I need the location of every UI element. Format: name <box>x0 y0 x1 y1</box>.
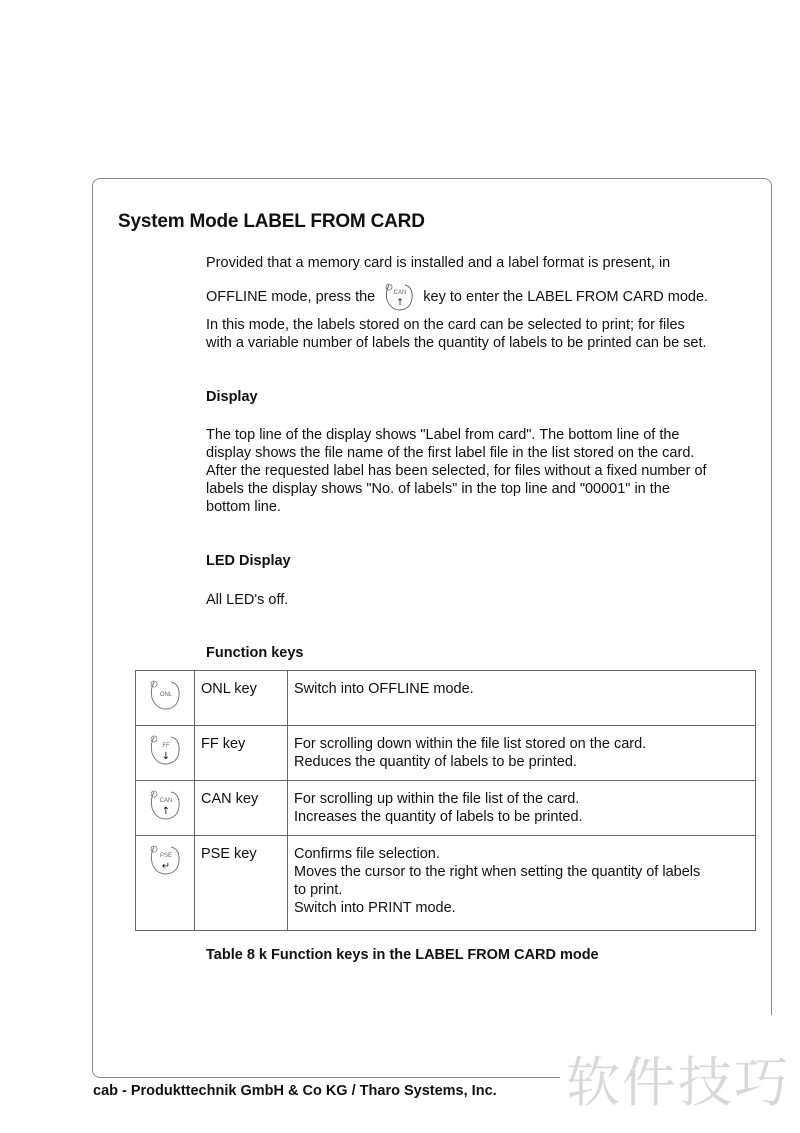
display-line: display shows the file name of the first label file in the list stored on the card. <box>206 445 695 461</box>
description-line: Increases the quantity of labels to be printed. <box>294 809 583 825</box>
description-line: Switch into PRINT mode. <box>294 900 456 916</box>
intro-line-4: with a variable number of labels the quantity of labels to be printed can be set. <box>206 335 707 351</box>
key-icon-cell <box>136 781 195 836</box>
function-keys-table <box>135 670 756 931</box>
key-name: CAN key <box>195 781 288 836</box>
table-row <box>136 671 756 726</box>
onl-key-icon <box>148 679 182 711</box>
intro-line-1: Provided that a memory card is installed and a label format is present, in <box>206 255 671 271</box>
page-title: System Mode LABEL FROM CARD <box>118 211 425 232</box>
key-description <box>288 836 756 931</box>
description-line: Confirms file selection. <box>294 846 440 862</box>
key-icon-cell <box>136 671 195 726</box>
display-line: bottom line. <box>206 499 281 515</box>
key-description <box>288 671 756 726</box>
key-icon-cell <box>136 836 195 931</box>
ff-key-icon <box>148 734 182 766</box>
svg-text:CAN: CAN <box>159 798 173 804</box>
watermark: 软件技巧 <box>566 1051 790 1114</box>
led-heading: LED Display <box>206 553 291 569</box>
svg-text:↑: ↑ <box>396 298 405 308</box>
key-name: PSE key <box>195 836 288 931</box>
table-caption: Table 8 k Function keys in the LABEL FROM CARD mode <box>206 947 599 963</box>
svg-text:↵: ↵ <box>161 861 171 872</box>
svg-text:CAN: CAN <box>393 290 407 296</box>
function-keys-heading: Function keys <box>206 645 304 661</box>
description-line: Reduces the quantity of labels to be printed. <box>294 754 577 770</box>
description-line: Moves the cursor to the right when setting the quantity of labels <box>294 864 701 880</box>
page-frame <box>92 178 772 1078</box>
description-line: Switch into OFFLINE mode. <box>294 681 474 697</box>
svg-text:ONL: ONL <box>159 692 173 698</box>
svg-text:↓: ↓ <box>161 751 171 762</box>
table-row <box>136 726 756 781</box>
intro-line-2 <box>206 282 708 312</box>
display-heading: Display <box>206 389 258 405</box>
svg-text:FF: FF <box>162 743 170 749</box>
key-icon-cell <box>136 726 195 781</box>
footer: cab - Produkttechnik GmbH & Co KG / Tharo Systems, Inc. <box>93 1083 497 1099</box>
display-line: After the requested label has been selected, for files without a fixed number of <box>206 463 707 479</box>
intro-line-3: In this mode, the labels stored on the card can be selected to print; for files <box>206 317 685 333</box>
key-description <box>288 726 756 781</box>
key-description <box>288 781 756 836</box>
svg-text:PSE: PSE <box>159 853 173 859</box>
intro-line-2-end: key to enter the LABEL FROM CARD mode. <box>423 288 709 305</box>
can-key-icon <box>148 789 182 821</box>
table-row <box>136 836 756 931</box>
display-line: labels the display shows "No. of labels" in the top line and "00001" in the <box>206 481 670 497</box>
key-name: ONL key <box>195 671 288 726</box>
intro-line-2-start: OFFLINE mode, press the <box>206 288 376 305</box>
description-line: For scrolling up within the file list of the card. <box>294 791 580 807</box>
key-name: FF key <box>195 726 288 781</box>
led-text: All LED's off. <box>206 592 289 608</box>
pse-key-icon <box>148 844 182 876</box>
table-row <box>136 781 756 836</box>
description-line: to print. <box>294 882 343 898</box>
svg-text:↑: ↑ <box>161 806 171 817</box>
display-line: The top line of the display shows "Label from card". The bottom line of the <box>206 427 680 443</box>
can-key-icon <box>383 282 415 312</box>
description-line: For scrolling down within the file list stored on the card. <box>294 736 647 752</box>
